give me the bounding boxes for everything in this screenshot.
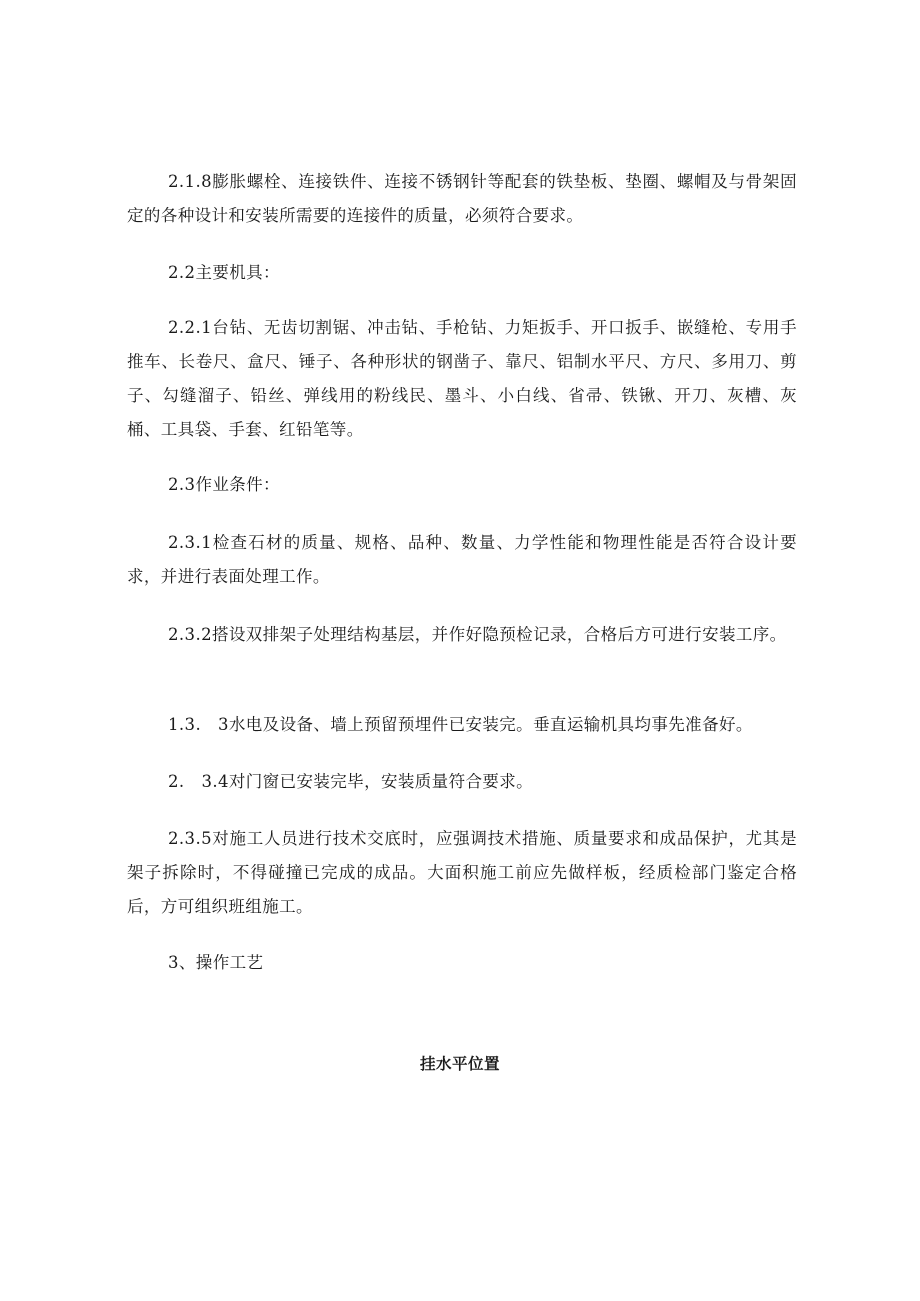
paragraph-2-2-1: 2.2.1台钻、无齿切割锯、冲击钻、手枪钻、力矩扳手、开口扳手、嵌缝枪、专用手推车、长卷尺、盒尺、锤子、各种形状的钢凿子、靠尺、铝制水平尺、方尺、多用刀、剪子、勾缝溜子、铅丝、弹线用的粉线民、墨斗、小白线、省帚、铁锹、开刀、灰槽、灰桶、工具袋、手套、红铅笔等。: [127, 318, 797, 439]
paragraph-2-3-4: 2. 3.4对门窗已安装完毕，安装质量符合要求。: [168, 772, 534, 791]
paragraph-3-heading: 3、操作工艺: [168, 953, 264, 972]
paragraph-2-3-1: 2.3.1检查石材的质量、规格、品种、数量、力学性能和物理性能是否符合设计要求，并进行表面处理工作。: [127, 533, 797, 586]
paragraph-2-3-2: 2.3.2搭设双排架子处理结构基层，并作好隐预检记录，合格后方可进行安装工序。: [168, 625, 787, 644]
paragraph-2-1-8: 2.1.8膨胀螺栓、连接铁件、连接不锈钢针等配套的铁垫板、垫圈、螺帽及与骨架固定的各种设计和安装所需要的连接件的质量，必须符合要求。: [127, 172, 797, 225]
section-heading: 挂水平位置: [419, 1055, 500, 1073]
paragraph-2-2-heading: 2.2主要机具：: [168, 263, 280, 282]
paragraph-2-3-heading: 2.3作业条件：: [168, 475, 280, 494]
paragraph-1-3-3: 1.3. 3水电及设备、墙上预留预埋件已安装完。垂直运输机具均事先准备好。: [168, 715, 753, 734]
paragraph-2-3-5: 2.3.5对施工人员进行技术交底时，应强调技术措施、质量要求和成品保护，尤其是架子拆除时，不得碰撞已完成的成品。大面积施工前应先做样板，经质检部门鉴定合格后，方可组织班组施工。: [127, 829, 797, 916]
